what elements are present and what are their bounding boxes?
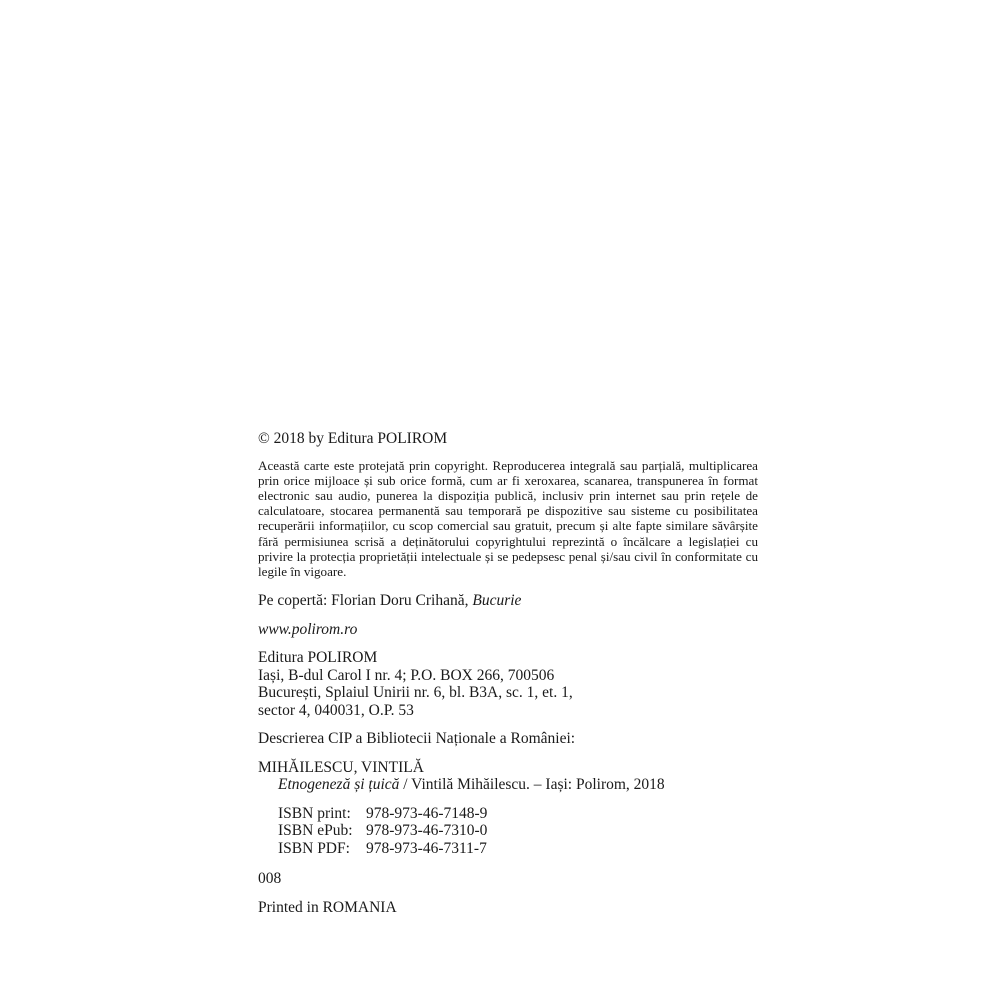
isbn-value: 978-973-46-7310-0 — [366, 822, 488, 840]
cip-title-line — [258, 776, 758, 794]
cover-credit-prefix: Pe copertă: Florian Doru Crihană, — [258, 592, 473, 610]
isbn-row — [278, 805, 758, 823]
isbn-label: ISBN PDF: — [278, 839, 350, 857]
legal-notice: Această carte este protejată prin copyright. Reproducerea integrală sau parțială, multiplicarea prin orice mijloace și sub orice formă, cum ar fi xeroxarea, scanarea, transpunerea în format electronic sau audio, punerea la dispoziția publică, inclusiv prin internet sau prin rețele de calculatoare, stocarea permanentă sau temporară pe dispozitive sau sisteme cu posibilitatea recuperării informațiilor, cu scop comercial sau gratuit, precum și alte fapte similare săvârșite fără permisiunea scrisă a deținătorului copyrightului reprezintă o încălcare a legislației cu privire la protecția proprietății intelectuale și se pedepsesc penal și/sau civil în conformitate cu legile în vigoare. — [258, 457, 758, 579]
isbn-block — [258, 805, 758, 858]
publisher-address-line: București, Splaiul Unirii nr. 6, bl. B3A, sc. 1, et. 1, — [258, 684, 573, 702]
cip-header: Descrierea CIP a Bibliotecii Naționale a României: — [258, 730, 576, 748]
publisher-address-line: Iași, B-dul Carol I nr. 4; P.O. BOX 266, 700506 — [258, 666, 555, 684]
publisher-block — [258, 649, 758, 719]
isbn-row — [278, 822, 758, 840]
print-code: 008 — [258, 870, 282, 888]
isbn-value: 978-973-46-7311-7 — [366, 839, 487, 857]
copyright-page — [258, 430, 758, 916]
printed-in: Printed in ROMANIA — [258, 898, 397, 916]
publisher-address-line: sector 4, 040031, O.P. 53 — [258, 701, 414, 719]
cover-artwork-title: Bucurie — [472, 592, 522, 610]
isbn-row — [278, 840, 758, 858]
isbn-label: ISBN print: — [278, 804, 351, 822]
cip-author: MIHĂILESCU, VINTILĂ — [258, 758, 424, 776]
cover-credit — [258, 592, 758, 610]
publisher-name: Editura POLIROM — [258, 649, 378, 667]
cip-book-title: Etnogeneză și țuică — [278, 776, 400, 794]
publisher-website[interactable]: www.polirom.ro — [258, 620, 358, 638]
isbn-value: 978-973-46-7148-9 — [366, 804, 488, 822]
copyright-notice: © 2018 by Editura POLIROM — [258, 430, 448, 447]
cip-title-rest: / Vintilă Mihăilescu. – Iași: Polirom, 2018 — [399, 776, 665, 794]
isbn-label: ISBN ePub: — [278, 822, 353, 840]
